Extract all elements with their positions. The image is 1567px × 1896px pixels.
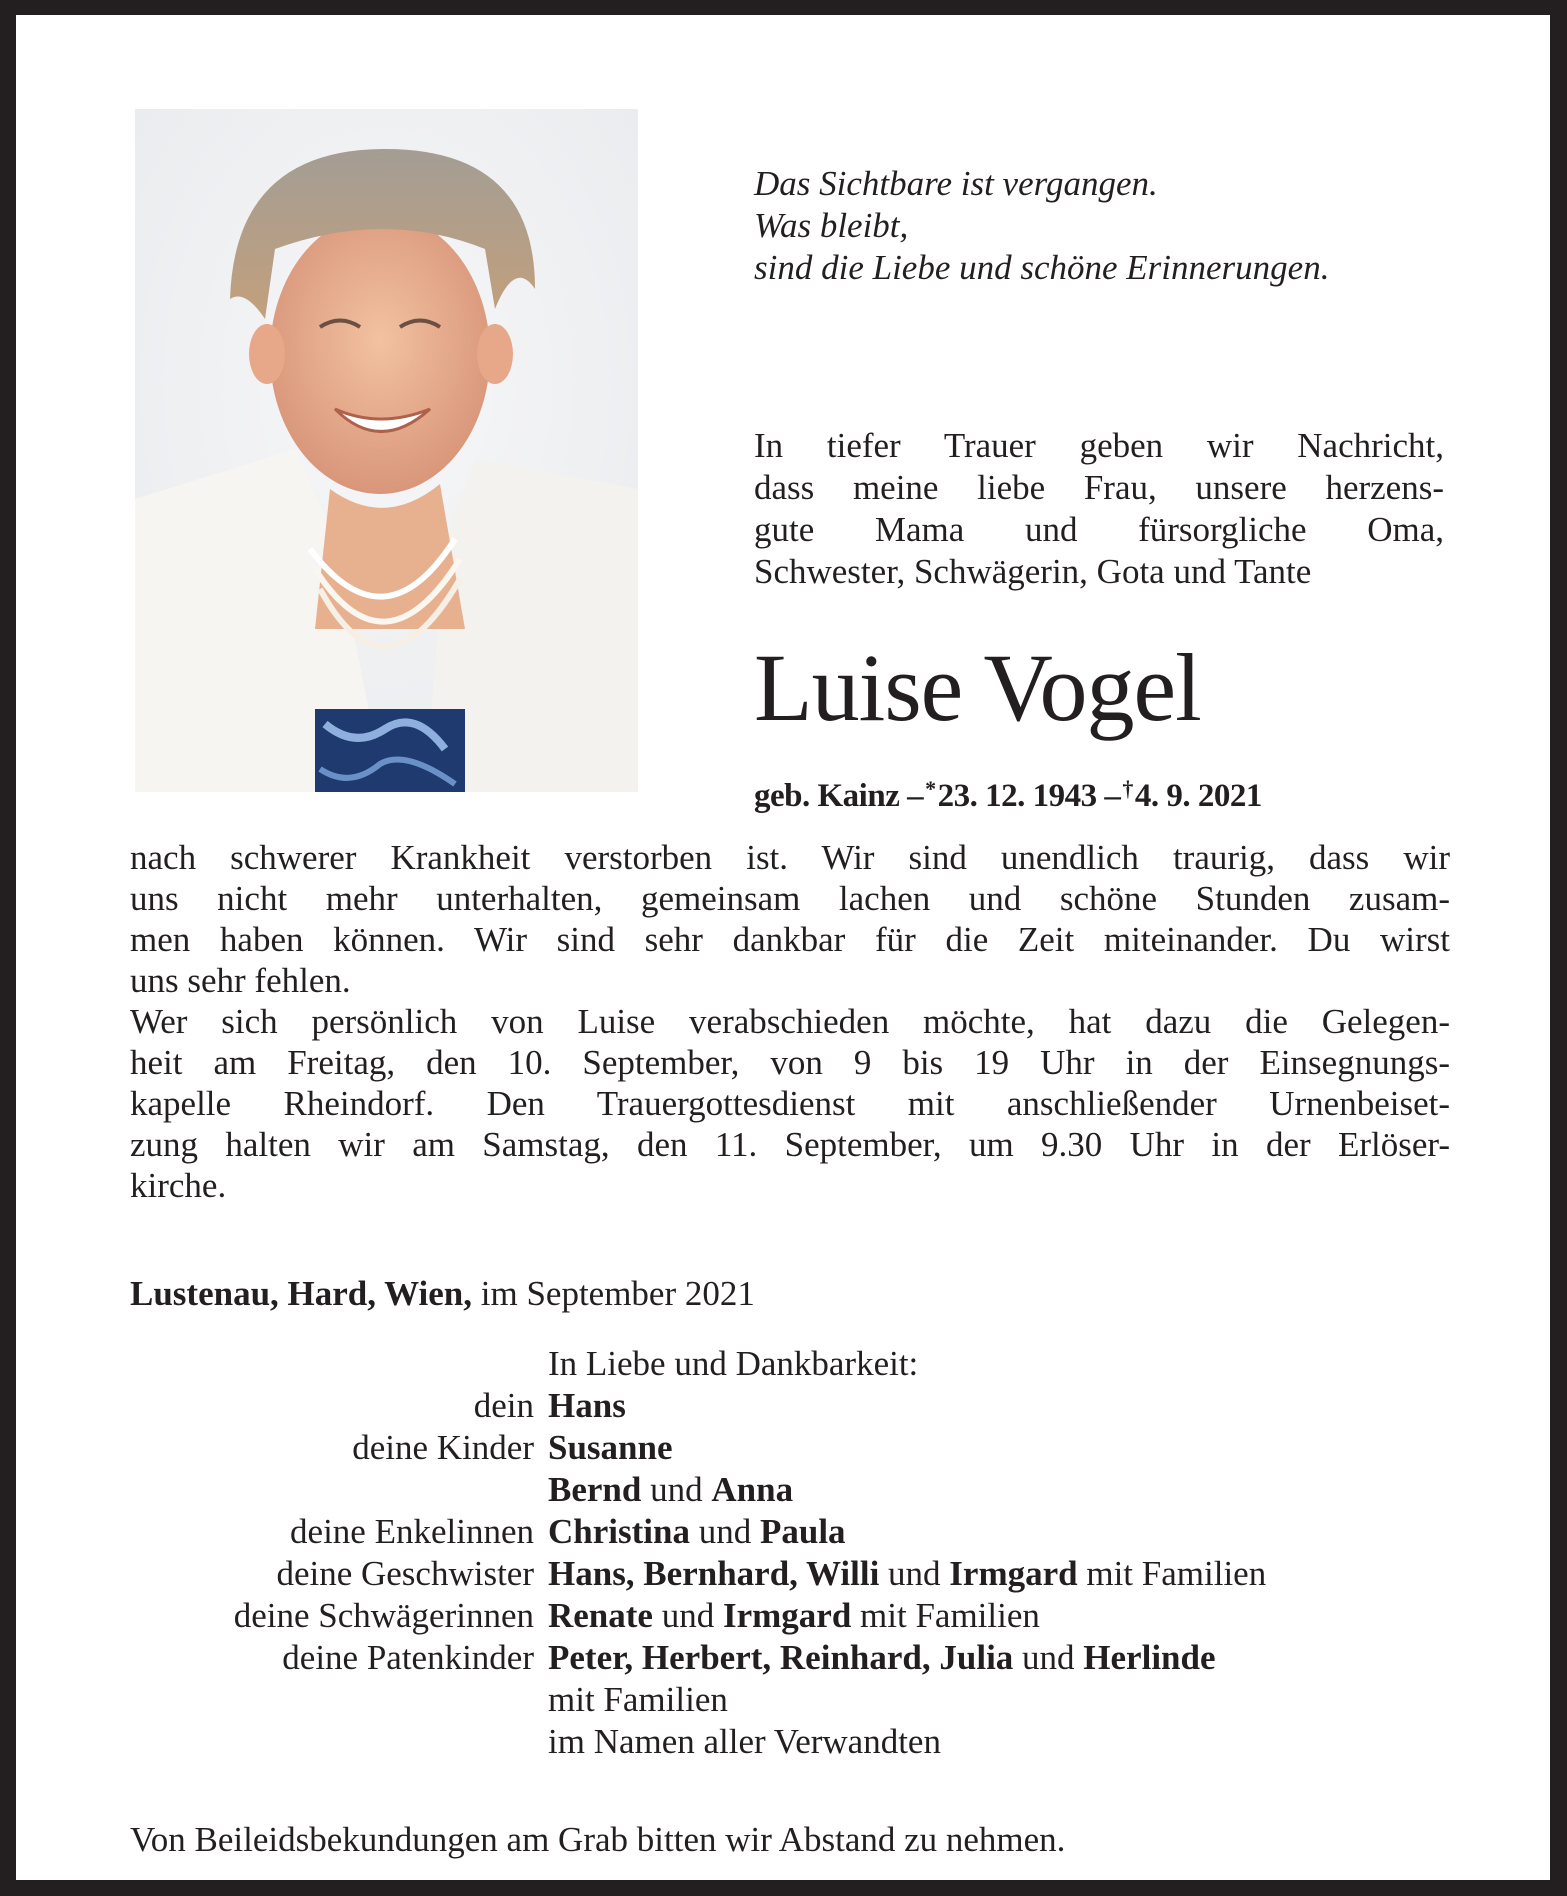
signature-row — [130, 1553, 1266, 1595]
signature-row — [130, 1469, 1266, 1511]
signature-row — [130, 1637, 1266, 1679]
portrait-photo-icon — [135, 109, 638, 792]
location-places: Lustenau, Hard, Wien, — [130, 1274, 472, 1313]
signature-names — [548, 1427, 673, 1469]
motto-line: Das Sichtbare ist vergangen. — [754, 164, 1158, 203]
signature-note: im Namen aller Verwandten — [548, 1722, 941, 1761]
signature-note: mit Familien — [548, 1680, 728, 1719]
signer-name: Hans — [548, 1386, 626, 1425]
signature-names — [548, 1721, 941, 1763]
signer-name: Hans, Bernhard, Willi — [548, 1554, 880, 1593]
conjunction: und — [641, 1470, 712, 1509]
body-paragraph — [130, 837, 1450, 1206]
body-line: kirche. — [130, 1166, 227, 1205]
birth-date: 23. 12. 1943 — [937, 778, 1097, 814]
families-suffix: mit Familien — [1077, 1554, 1267, 1593]
body-line: nach schwerer Krankheit verstorben ist. Wir sind unendlich traurig, dass wir — [130, 838, 1450, 877]
signatures-intro: In Liebe und Dankbarkeit: — [548, 1344, 919, 1383]
signature-relation: deine Kinder — [352, 1428, 534, 1467]
signature-names — [548, 1595, 1040, 1637]
signer-name: Renate — [548, 1596, 653, 1635]
signer-name: Herlinde — [1083, 1638, 1216, 1677]
signature-relation: deine Geschwister — [276, 1554, 534, 1593]
signature-row — [130, 1427, 1266, 1469]
signature-relation: dein — [473, 1386, 534, 1425]
intro-line: dass meine liebe Frau, unsere herzens- — [754, 468, 1444, 507]
conjunction: und — [689, 1512, 760, 1551]
motto-quote — [754, 163, 1329, 289]
signer-name: Susanne — [548, 1428, 673, 1467]
signer-name: Paula — [759, 1512, 846, 1551]
portrait-photo — [135, 109, 638, 792]
obituary-page — [16, 15, 1550, 1880]
signature-row — [130, 1385, 1266, 1427]
signature-relation: deine Patenkinder — [282, 1638, 534, 1677]
signatures-list — [130, 1385, 1266, 1763]
body-line: zung halten wir am Samstag, den 11. September, um 9.30 Uhr in der Erlöser- — [130, 1125, 1450, 1164]
footer-note: Von Beileidsbekundungen am Grab bitten wir Abstand zu nehmen. — [130, 1820, 1066, 1859]
signature-row — [130, 1679, 1266, 1721]
signature-row — [130, 1595, 1266, 1637]
signature-relation — [130, 1679, 548, 1721]
signature-relation — [130, 1469, 548, 1511]
signature-names — [548, 1469, 793, 1511]
location-date: im September 2021 — [480, 1274, 755, 1313]
life-dates — [754, 769, 1262, 816]
signer-name: Christina — [548, 1512, 690, 1551]
location-date-line — [130, 1273, 755, 1315]
signature-names — [548, 1511, 846, 1553]
body-line: men haben können. Wir sind sehr dankbar für die Zeit miteinander. Du wirst — [130, 920, 1450, 959]
deceased-name: Luise Vogel — [754, 634, 1201, 741]
body-line: Wer sich persönlich von Luise verabschieden möchte, hat dazu die Gelegen- — [130, 1002, 1450, 1041]
body-line: uns nicht mehr unterhalten, gemeinsam lachen und schöne Stunden zusam- — [130, 879, 1450, 918]
signer-name: Anna — [711, 1470, 794, 1509]
dash-separator: – — [1104, 778, 1121, 814]
signer-name: Irmgard — [722, 1596, 852, 1635]
motto-line: Was bleibt, — [754, 206, 909, 245]
dash-separator: – — [907, 778, 924, 814]
signer-name: Peter, Herbert, Reinhard, Julia — [548, 1638, 1014, 1677]
death-cross-icon: † — [1122, 776, 1133, 801]
signer-name: Irmgard — [949, 1554, 1078, 1593]
signer-name: Bernd — [548, 1470, 642, 1509]
birth-star-icon: * — [925, 776, 936, 801]
signature-names — [548, 1553, 1266, 1595]
intro-line: Schwester, Schwägerin, Gota und Tante — [754, 552, 1312, 591]
motto-line: sind die Liebe und schöne Erinnerungen. — [754, 248, 1330, 287]
signature-relation — [130, 1721, 548, 1763]
signature-row — [130, 1721, 1266, 1763]
intro-line: gute Mama und fürsorgliche Oma, — [754, 510, 1444, 549]
signature-row — [130, 1511, 1266, 1553]
signature-relation: deine Enkelinnen — [290, 1512, 534, 1551]
signature-relation: deine Schwägerinnen — [233, 1596, 534, 1635]
conjunction: und — [1013, 1638, 1084, 1677]
conjunction: und — [652, 1596, 723, 1635]
birth-name: geb. Kainz — [754, 778, 900, 814]
body-line: uns sehr fehlen. — [130, 961, 351, 1000]
body-line: kapelle Rheindorf. Den Trauergottesdienst mit anschließender Urnenbeiset- — [130, 1084, 1450, 1123]
death-date: 4. 9. 2021 — [1134, 778, 1262, 814]
intro-line: In tiefer Trauer geben wir Nachricht, — [754, 426, 1444, 465]
conjunction: und — [879, 1554, 950, 1593]
signature-names — [548, 1679, 728, 1721]
signature-names — [548, 1637, 1216, 1679]
body-line: heit am Freitag, den 10. September, von 9 bis 19 Uhr in der Einsegnungs- — [130, 1043, 1450, 1082]
intro-paragraph — [754, 425, 1444, 593]
families-suffix: mit Familien — [851, 1596, 1040, 1635]
signature-names — [548, 1385, 626, 1427]
